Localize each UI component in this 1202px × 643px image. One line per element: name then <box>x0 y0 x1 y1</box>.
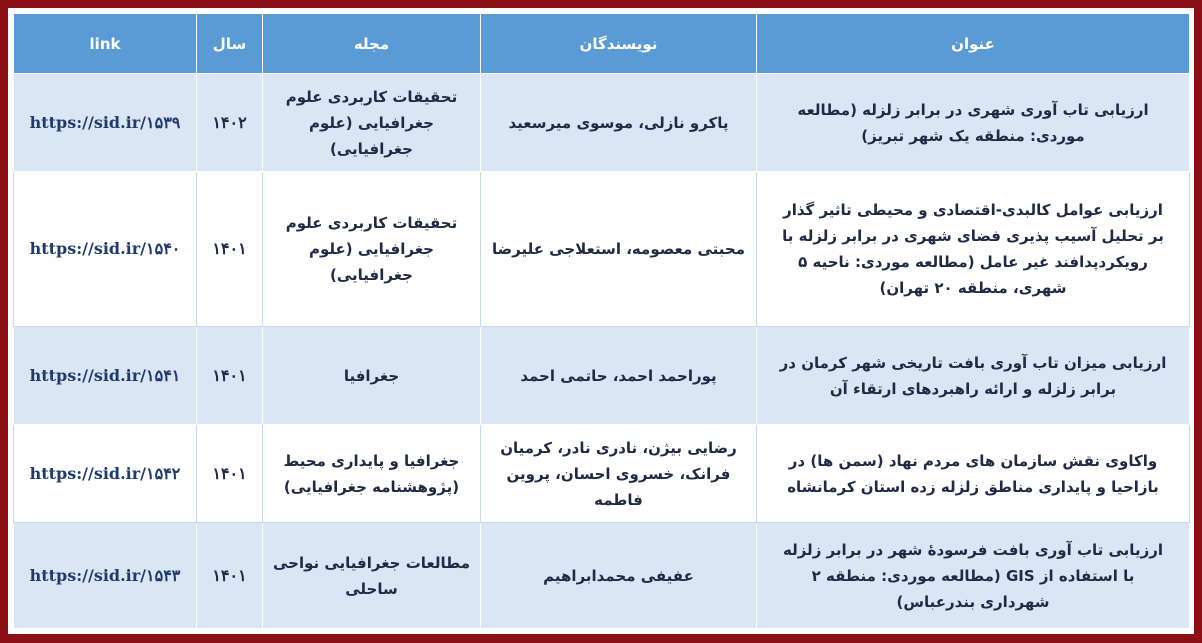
cell-journal: تحقیقات کاربردی علوم جغرافیایی (علوم جغرافیایی) <box>263 172 481 327</box>
cell-title: ارزیابی تاب آوری بافت فرسودۀ شهر در برابر زلزله با استفاده از GIS (مطالعه موردی: منطقه ۲ شهرداری بندرعباس) <box>757 523 1190 629</box>
articles-table <box>13 13 1190 629</box>
cell-journal: تحقیقات کاربردی علوم جغرافیایی (علوم جغرافیایی) <box>263 74 481 172</box>
header-authors: نویسندگان <box>481 14 757 74</box>
cell-authors: رضایی بیژن، نادری نادر، کرمیان فرانک، خسروی احسان، پروین فاطمه <box>481 425 757 523</box>
cell-journal: جغرافیا و پایداری محیط (پژوهشنامه جغرافیایی) <box>263 425 481 523</box>
header-link: link <box>14 14 197 74</box>
table-row <box>14 523 1190 629</box>
table-row <box>14 327 1190 425</box>
cell-link[interactable]: https://sid.ir/۱۵۴۱ <box>14 327 197 425</box>
cell-year: ۱۴۰۱ <box>197 523 263 629</box>
table-header-row <box>14 14 1190 74</box>
cell-title: ارزیابی عوامل کالبدی-اقتصادی و محیطی تاثیر گذار بر تحلیل آسیب پذیری فضای شهری در برابر زلزله با رویکردپدافند غیر عامل (مطالعه موردی: ناحیه ۵ شهری، منطقه ۲۰ تهران) <box>757 172 1190 327</box>
table-row <box>14 425 1190 523</box>
cell-title: واکاوی نقش سازمان های مردم نهاد (سمن ها) در بازاحیا و پایداری مناطق زلزله زده استان کرمانشاه <box>757 425 1190 523</box>
cell-year: ۱۴۰۱ <box>197 327 263 425</box>
cell-authors: عفیفی محمدابراهیم <box>481 523 757 629</box>
cell-title: ارزیابی میزان تاب آوری بافت تاریخی شهر کرمان در برابر زلزله و ارائه راهبردهای ارتقاء آن <box>757 327 1190 425</box>
cell-link[interactable]: https://sid.ir/۱۵۴۰ <box>14 172 197 327</box>
cell-year: ۱۴۰۲ <box>197 74 263 172</box>
cell-link[interactable]: https://sid.ir/۱۵۴۲ <box>14 425 197 523</box>
cell-authors: پاکرو نازلی، موسوی میرسعید <box>481 74 757 172</box>
cell-journal: مطالعات جغرافیایی نواحی ساحلی <box>263 523 481 629</box>
header-year: سال <box>197 14 263 74</box>
cell-authors: محبتی معصومه، استعلاجی علیرضا <box>481 172 757 327</box>
cell-journal: جغرافیا <box>263 327 481 425</box>
table-row <box>14 74 1190 172</box>
cell-year: ۱۴۰۱ <box>197 425 263 523</box>
header-journal: مجله <box>263 14 481 74</box>
header-title: عنوان <box>757 14 1190 74</box>
cell-link[interactable]: https://sid.ir/۱۵۴۳ <box>14 523 197 629</box>
cell-link[interactable]: https://sid.ir/۱۵۳۹ <box>14 74 197 172</box>
cell-authors: پوراحمد احمد، حاتمی احمد <box>481 327 757 425</box>
table-row <box>14 172 1190 327</box>
cell-title: ارزیابی تاب آوری شهری در برابر زلزله (مطالعه موردی: منطقه یک شهر تبریز) <box>757 74 1190 172</box>
cell-year: ۱۴۰۱ <box>197 172 263 327</box>
table-frame <box>8 8 1194 634</box>
